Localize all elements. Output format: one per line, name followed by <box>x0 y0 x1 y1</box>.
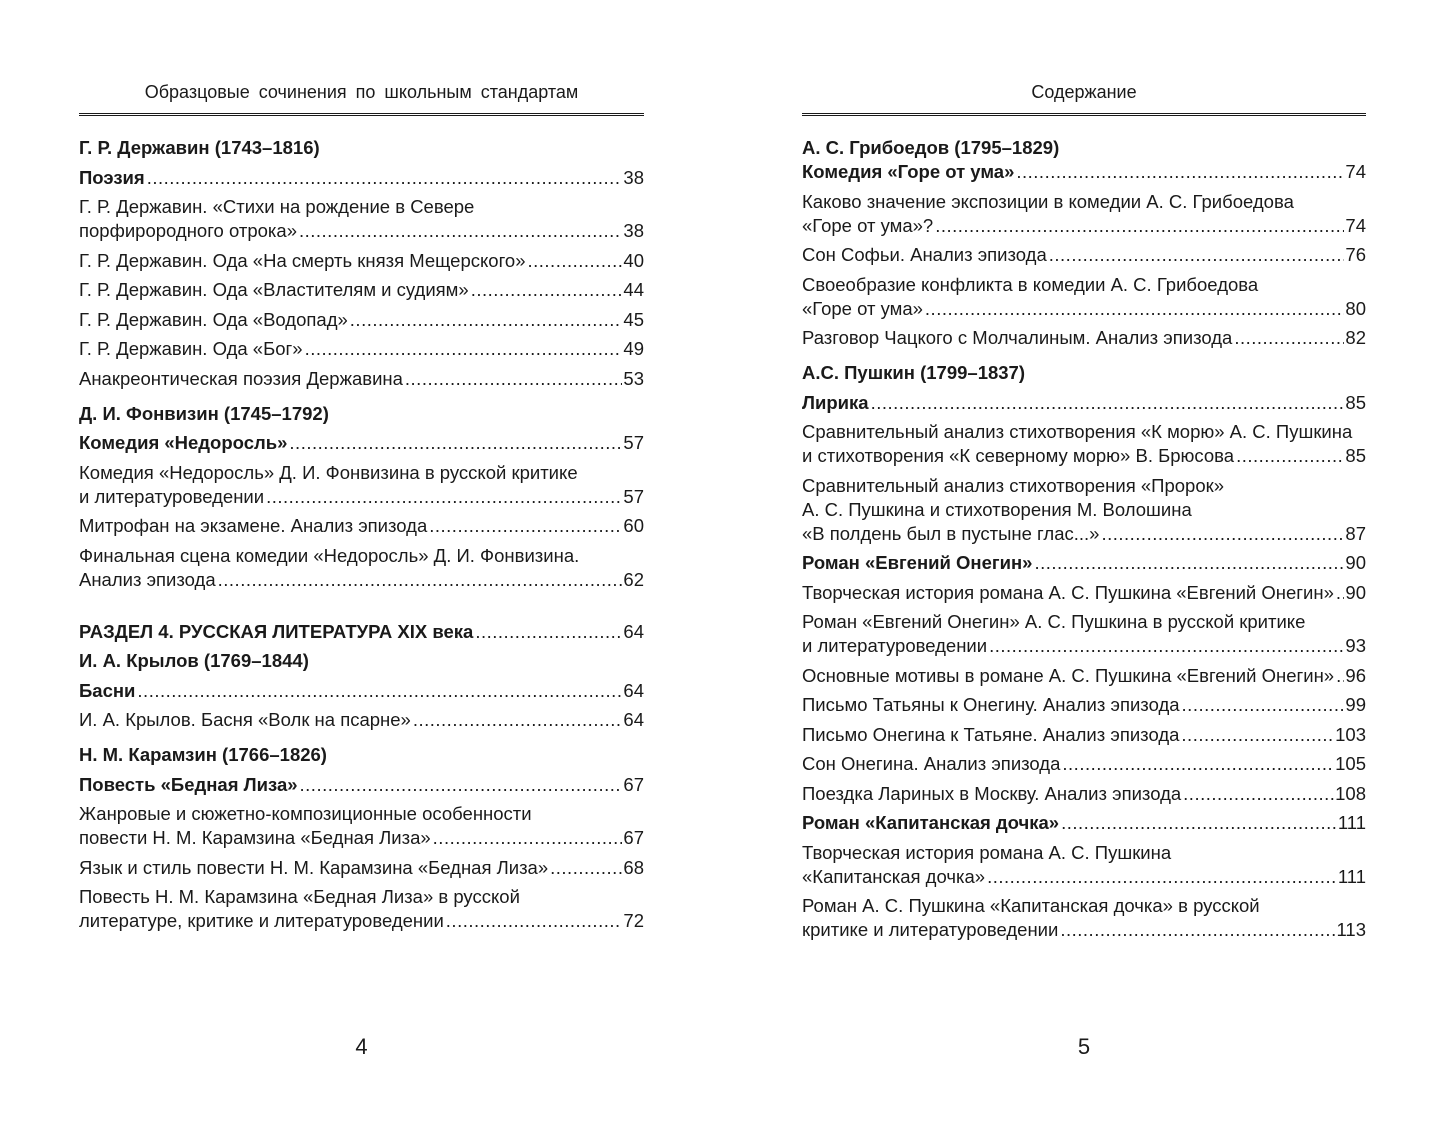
toc-entry-title: Творческая история романа А. С. Пушкина «Евгений Онегин» <box>802 581 1334 603</box>
toc-entry-title: Комедия «Недоросль» <box>79 432 288 453</box>
dot-leader <box>413 708 623 732</box>
toc-entry-title: Митрофан на экзамене. Анализ эпизода <box>79 515 428 536</box>
toc-entry-title: И. А. Крылов. Басня «Волк на псарне» <box>79 709 411 730</box>
dot-leader <box>137 679 622 703</box>
toc-entry-title: Лирика <box>802 391 869 413</box>
dot-leader <box>1336 664 1344 688</box>
toc-entry-title: Письмо Татьяны к Онегину. Анализ эпизода <box>802 694 1180 715</box>
toc-entry-title-start: Финальная сцена комедии «Недоросль» Д. И. Фонвизина. <box>79 544 580 566</box>
toc-page-number: 85 <box>1345 391 1366 413</box>
dot-leader <box>1236 444 1344 468</box>
toc-entry-title: Басни <box>79 679 136 701</box>
toc-entry[interactable] <box>802 391 1366 415</box>
toc-page-number: 64 <box>623 679 644 701</box>
dot-leader <box>429 514 622 538</box>
toc-entry-title: Повесть «Бедная Лиза» <box>79 773 298 795</box>
toc-entry[interactable] <box>802 664 1366 688</box>
toc-entry[interactable] <box>802 894 1366 942</box>
toc-entry[interactable] <box>802 326 1366 350</box>
toc-entry-title: Сон Софьи. Анализ эпизода <box>802 244 1047 265</box>
toc-entry-title: Г. Р. Державин. Ода «На смерть князя Мещерского» <box>79 249 526 271</box>
dot-leader <box>475 620 622 644</box>
toc-entry-title: Анакреонтическая поэзия Державина <box>79 367 403 389</box>
toc-page-number: 60 <box>623 515 644 536</box>
toc-entry[interactable] <box>79 856 644 880</box>
toc-entry[interactable] <box>79 308 644 332</box>
toc-page-number: 111 <box>1337 865 1366 887</box>
toc-entry[interactable] <box>802 273 1366 321</box>
toc-entry[interactable] <box>79 802 644 850</box>
toc-entry-title: РАЗДЕЛ 4. РУССКАЯ ЛИТЕРАТУРА XIX века <box>79 620 474 642</box>
dot-leader <box>871 391 1345 415</box>
toc-entry[interactable] <box>79 166 644 190</box>
toc-page-number: 111 <box>1337 812 1366 833</box>
toc-page-number: 57 <box>623 432 644 453</box>
toc-section-heading <box>79 743 644 767</box>
dot-leader <box>289 431 622 455</box>
toc-entry[interactable] <box>79 773 644 797</box>
toc-entry-title-start: Повесть Н. М. Карамзина «Бедная Лиза» в русской <box>79 886 520 907</box>
toc-page-number: 103 <box>1335 723 1366 745</box>
header-rule <box>79 113 644 116</box>
table-of-contents <box>802 136 1366 948</box>
toc-entry[interactable] <box>802 610 1366 658</box>
toc-page-number: 82 <box>1345 327 1366 348</box>
toc-entry-title: порфирородного отрока» <box>79 220 297 241</box>
running-head: Содержание <box>1031 82 1137 102</box>
toc-section-heading <box>802 361 1366 385</box>
toc-page-number: 87 <box>1345 522 1366 544</box>
toc-page-number: 74 <box>1345 161 1366 182</box>
toc-entry-title-start: Роман «Евгений Онегин» А. С. Пушкина в русской критике <box>802 611 1306 632</box>
toc-page-number: 49 <box>623 338 644 359</box>
toc-entry-title: Язык и стиль повести Н. М. Карамзина «Бедная Лиза» <box>79 856 549 878</box>
toc-page-number: 45 <box>623 308 644 330</box>
toc-page-number: 74 <box>1345 214 1366 236</box>
toc-entry-title: И. А. Крылов (1769–1844) <box>79 650 309 671</box>
running-head: Образцовые сочинения по школьным стандартам <box>144 82 579 102</box>
toc-entry-title: А.С. Пушкин (1799–1837) <box>802 362 1026 383</box>
toc-page-number: 108 <box>1335 782 1366 804</box>
toc-entry[interactable] <box>79 195 644 243</box>
dot-leader <box>471 278 623 302</box>
dot-leader <box>1060 918 1335 942</box>
table-of-contents <box>79 136 644 939</box>
dot-leader <box>299 219 622 243</box>
dot-leader <box>1234 326 1344 350</box>
toc-entry-title: Сон Онегина. Анализ эпизода <box>802 753 1061 774</box>
toc-entry-title: «В полдень был в пустыне глас...» <box>802 522 1100 544</box>
toc-entry[interactable] <box>79 708 644 732</box>
toc-entry[interactable] <box>802 243 1366 267</box>
toc-entry[interactable] <box>802 190 1366 238</box>
dot-leader <box>925 297 1345 321</box>
dot-leader <box>218 568 623 592</box>
toc-page-number: 44 <box>623 279 644 300</box>
toc-entry[interactable] <box>802 420 1366 468</box>
toc-entry[interactable] <box>802 551 1366 575</box>
toc-entry[interactable] <box>802 811 1366 835</box>
toc-page-number: 90 <box>1345 552 1366 573</box>
toc-entry-title-start: Своеобразие конфликта в комедии А. С. Грибоедова <box>802 273 1259 295</box>
dot-leader <box>1049 243 1345 267</box>
toc-page-number: 80 <box>1345 297 1366 319</box>
toc-entry-title-start: Жанровые и сюжетно-композиционные особенности <box>79 803 532 824</box>
toc-entry[interactable] <box>79 249 644 273</box>
toc-entry-title: Поездка Лариных в Москву. Анализ эпизода <box>802 782 1182 804</box>
toc-page-number: 72 <box>623 910 644 931</box>
header-rule <box>802 113 1366 116</box>
toc-entry[interactable] <box>79 514 644 538</box>
toc-entry-title: Письмо Онегина к Татьяне. Анализ эпизода <box>802 723 1180 745</box>
dot-leader <box>550 856 622 880</box>
toc-entry[interactable] <box>79 431 644 455</box>
toc-entry-title: и литературоведении <box>79 485 265 507</box>
toc-entry[interactable] <box>802 723 1366 747</box>
toc-entry-title-start: Г. Р. Державин. «Стихи на рождение в Севере <box>79 196 475 217</box>
toc-page-number: 53 <box>623 367 644 389</box>
toc-entry-title: Д. И. Фонвизин (1745–1792) <box>79 402 329 424</box>
toc-page-number: 93 <box>1345 635 1366 656</box>
toc-page-number: 105 <box>1335 753 1366 774</box>
toc-page-number: 76 <box>1345 244 1366 265</box>
dot-leader <box>989 634 1344 658</box>
toc-entry[interactable] <box>802 474 1366 546</box>
dot-leader <box>1336 581 1345 605</box>
toc-entry-title: Поэзия <box>79 166 145 188</box>
toc-entry-title: Г. Р. Державин. Ода «Бог» <box>79 338 303 359</box>
toc-page-number: 38 <box>623 220 644 241</box>
toc-entry-title: А. С. Грибоедов (1795–1829) <box>802 137 1060 158</box>
dot-leader <box>1182 693 1345 717</box>
dot-leader <box>1101 522 1344 546</box>
page-number: 4 <box>355 1034 368 1059</box>
toc-entry-title: и литературоведении <box>802 635 988 656</box>
toc-section-heading <box>802 136 1366 160</box>
toc-page-number: 96 <box>1345 664 1366 686</box>
toc-entry[interactable] <box>79 367 644 391</box>
toc-entry[interactable] <box>802 841 1366 889</box>
toc-entry-title: повести Н. М. Карамзина «Бедная Лиза» <box>79 827 431 848</box>
dot-leader <box>987 865 1337 889</box>
dot-leader <box>446 909 623 933</box>
left-page <box>79 0 644 1129</box>
toc-entry-title: Разговор Чацкого с Молчалиным. Анализ эпизода <box>802 327 1233 348</box>
toc-entry[interactable] <box>802 160 1366 184</box>
toc-entry-title: Г. Р. Державин. Ода «Властителям и судиям» <box>79 279 469 300</box>
toc-section-heading <box>79 136 644 160</box>
toc-entry-title: Г. Р. Державин (1743–1816) <box>79 137 320 158</box>
toc-page-number: 68 <box>623 856 644 878</box>
right-page <box>802 0 1366 1129</box>
toc-entry[interactable] <box>802 581 1366 605</box>
toc-entry-title: «Горе от ума» <box>802 297 923 319</box>
toc-entry-title: Роман «Капитанская дочка» <box>802 812 1060 833</box>
dot-leader <box>1181 723 1334 747</box>
toc-page-number: 67 <box>623 773 644 795</box>
dot-leader <box>1061 811 1337 835</box>
toc-entry[interactable] <box>79 679 644 703</box>
toc-entry-title: Анализ эпизода <box>79 568 216 590</box>
toc-page-number: 64 <box>623 620 644 642</box>
toc-section-heading <box>79 402 644 426</box>
toc-entry[interactable] <box>79 278 644 302</box>
toc-entry-title: «Горе от ума»? <box>802 214 934 236</box>
toc-entry[interactable] <box>79 461 644 509</box>
toc-entry[interactable] <box>802 752 1366 776</box>
dot-leader <box>300 773 623 797</box>
toc-page-number: 90 <box>1345 581 1366 603</box>
toc-entry-title: критике и литературоведении <box>802 919 1059 940</box>
dot-leader <box>1034 551 1344 575</box>
toc-entry-title-start: Сравнительный анализ стихотворения «К морю» А. С. Пушкина <box>802 421 1353 442</box>
toc-page-number: 85 <box>1345 445 1366 466</box>
toc-entry-title-start: Творческая история романа А. С. Пушкина <box>802 841 1172 863</box>
toc-entry-title: Г. Р. Державин. Ода «Водопад» <box>79 308 348 330</box>
dot-leader <box>528 249 623 273</box>
dot-leader <box>147 166 623 190</box>
dot-leader <box>350 308 623 332</box>
toc-page-number: 40 <box>623 249 644 271</box>
toc-page-number: 57 <box>623 485 644 507</box>
toc-entry[interactable] <box>79 337 644 361</box>
toc-entry-title: Роман «Евгений Онегин» <box>802 552 1033 573</box>
toc-entry-title: «Капитанская дочка» <box>802 865 986 887</box>
toc-entry-title: Н. М. Карамзин (1766–1826) <box>79 744 327 765</box>
page-number: 5 <box>1077 1034 1091 1059</box>
toc-entry-title-start: Роман А. С. Пушкина «Капитанская дочка» в русской <box>802 895 1260 916</box>
toc-page-number: 38 <box>623 166 644 188</box>
toc-page-number: 64 <box>623 709 644 730</box>
dot-leader <box>266 485 622 509</box>
toc-entry-title: и стихотворения «К северному морю» В. Брюсова <box>802 445 1235 466</box>
toc-entry[interactable] <box>802 693 1366 717</box>
dot-leader <box>1183 782 1334 806</box>
toc-entry-title-start: Каково значение экспозиции в комедии А. С. Грибоедова <box>802 190 1294 212</box>
dot-leader <box>433 826 623 850</box>
toc-entry[interactable] <box>79 620 644 644</box>
toc-page-number: 113 <box>1336 919 1366 940</box>
dot-leader <box>935 214 1344 238</box>
toc-entry-title: Комедия «Горе от ума» <box>802 161 1015 182</box>
toc-entry[interactable] <box>79 544 644 592</box>
dot-leader <box>1062 752 1334 776</box>
toc-entry[interactable] <box>802 782 1366 806</box>
dot-leader <box>405 367 623 391</box>
toc-entry-title-start: Сравнительный анализ стихотворения «Пророк» А. С. Пушкина и стихотворения М. Волошина <box>802 474 1224 520</box>
toc-page-number: 62 <box>623 568 644 590</box>
toc-entry-title: Основные мотивы в романе А. С. Пушкина «Евгений Онегин» <box>802 664 1335 686</box>
toc-page-number: 67 <box>623 827 644 848</box>
dot-leader <box>305 337 623 361</box>
toc-entry-title: литературе, критике и литературоведении <box>79 910 444 931</box>
toc-section-heading <box>79 649 644 673</box>
dot-leader <box>1016 160 1344 184</box>
toc-entry[interactable] <box>79 885 644 933</box>
toc-entry-title-start: Комедия «Недоросль» Д. И. Фонвизина в русской критике <box>79 461 578 483</box>
toc-page-number: 99 <box>1345 694 1366 715</box>
